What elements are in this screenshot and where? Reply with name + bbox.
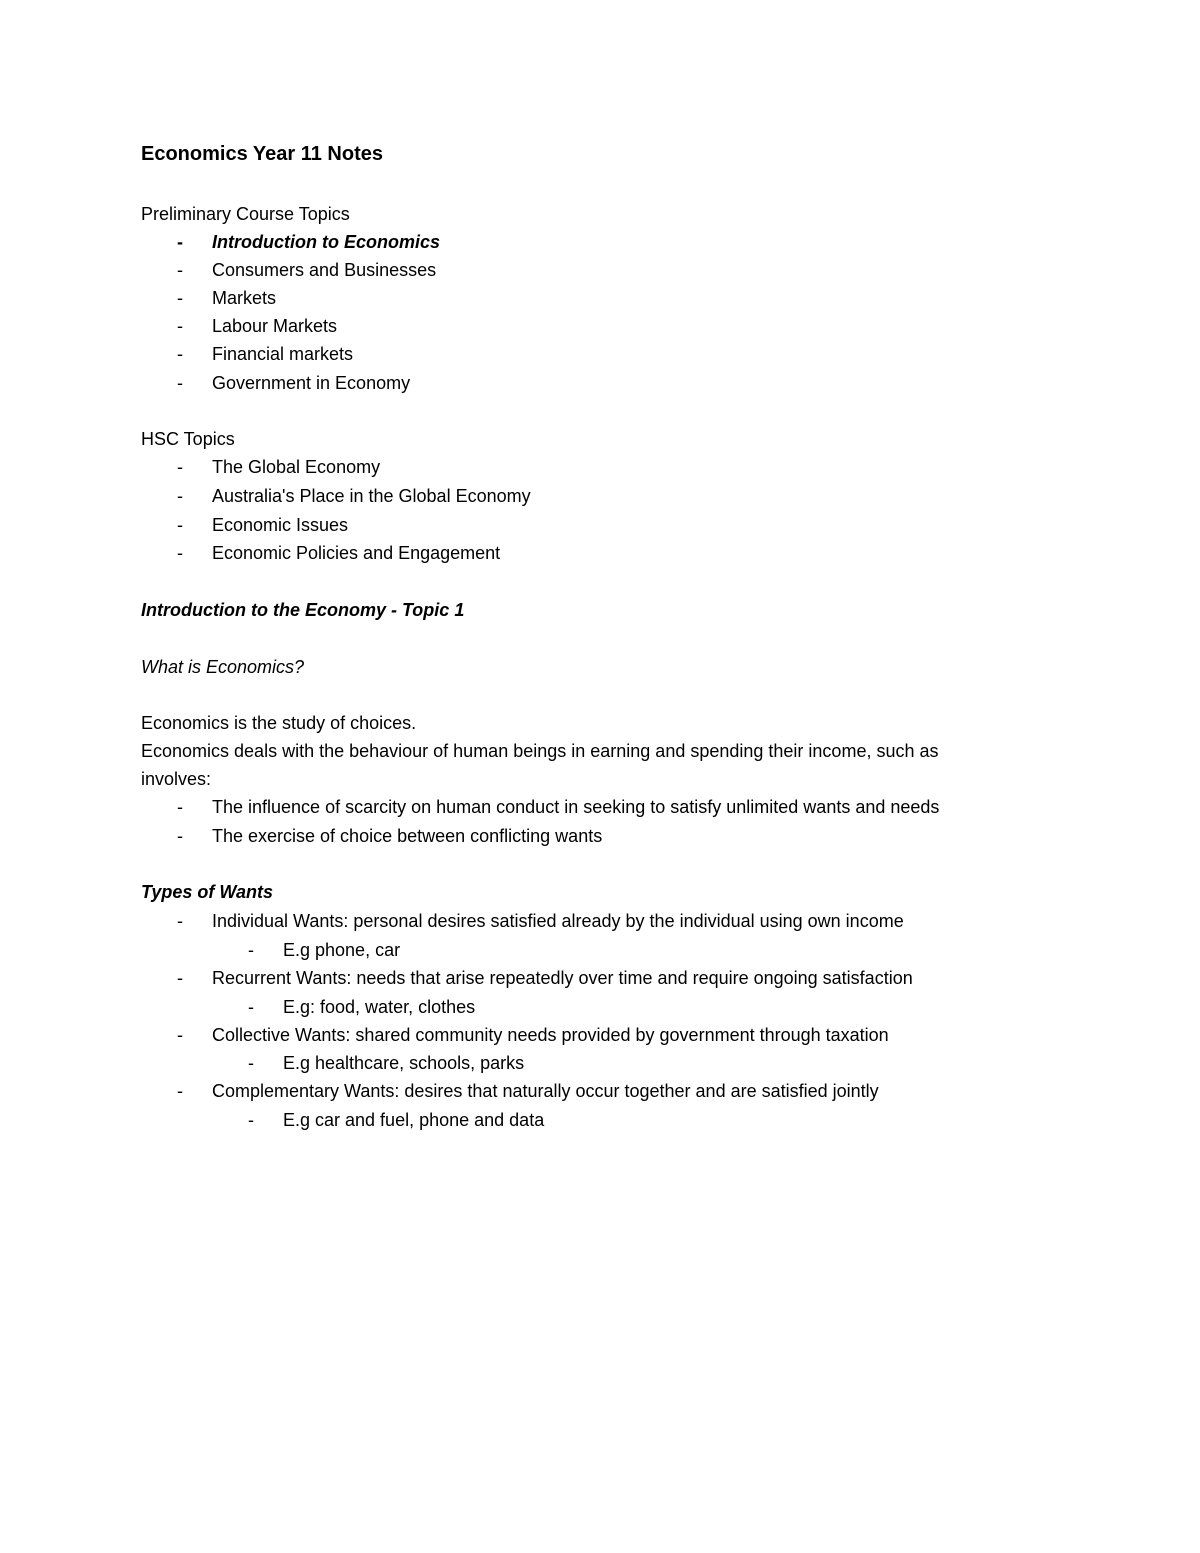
preliminary-item: Government in Economy: [212, 373, 411, 393]
preliminary-item: Introduction to Economics: [212, 232, 440, 252]
wants-heading: Types of Wants: [141, 882, 274, 902]
wants-example: E.g: food, water, clothes: [283, 997, 476, 1017]
bullet-dash: -: [177, 911, 183, 931]
bullet-dash: -: [177, 486, 183, 506]
bullet-dash: -: [177, 1025, 183, 1045]
bullet-dash: -: [177, 232, 183, 252]
document-title: Economics Year 11 Notes: [141, 143, 383, 165]
bullet-dash: -: [177, 968, 183, 988]
bullet-dash: -: [177, 316, 183, 336]
wants-item: Individual Wants: personal desires satisfied already by the individual using own income: [212, 911, 904, 931]
hsc-heading: HSC Topics: [141, 429, 235, 449]
bullet-dash: -: [177, 344, 183, 364]
wants-example: E.g car and fuel, phone and data: [283, 1110, 545, 1130]
topic1-paragraph: Economics is the study of choices.: [141, 713, 417, 733]
bullet-dash: -: [177, 515, 183, 535]
wants-item: Recurrent Wants: needs that arise repeatedly over time and require ongoing satisfaction: [212, 968, 913, 988]
sub-bullet-dash: -: [248, 940, 254, 960]
wants-example: E.g healthcare, schools, parks: [283, 1053, 525, 1073]
topic1-item: The exercise of choice between conflicting wants: [212, 826, 603, 846]
bullet-dash: -: [177, 457, 183, 477]
preliminary-item: Labour Markets: [212, 316, 338, 336]
sub-bullet-dash: -: [248, 1053, 254, 1073]
preliminary-item: Markets: [212, 288, 277, 308]
bullet-dash: -: [177, 260, 183, 280]
hsc-item: Economic Issues: [212, 515, 349, 535]
sub-bullet-dash: -: [248, 997, 254, 1017]
bullet-dash: -: [177, 797, 183, 817]
hsc-item: The Global Economy: [212, 457, 381, 477]
hsc-item: Australia's Place in the Global Economy: [212, 486, 531, 506]
topic1-paragraph: Economics deals with the behaviour of human beings in earning and spending their income, such as: [141, 741, 939, 761]
topic1-paragraph: involves:: [141, 769, 212, 789]
bullet-dash: -: [177, 1081, 183, 1101]
preliminary-item: Consumers and Businesses: [212, 260, 437, 280]
sub-bullet-dash: -: [248, 1110, 254, 1130]
topic1-subheading: What is Economics?: [141, 657, 305, 677]
preliminary-item: Financial markets: [212, 344, 354, 364]
preliminary-heading: Preliminary Course Topics: [141, 204, 350, 224]
wants-item: Collective Wants: shared community needs provided by government through taxation: [212, 1025, 889, 1045]
bullet-dash: -: [177, 826, 183, 846]
hsc-item: Economic Policies and Engagement: [212, 543, 501, 563]
bullet-dash: -: [177, 288, 183, 308]
bullet-dash: -: [177, 373, 183, 393]
topic1-heading: Introduction to the Economy - Topic 1: [141, 600, 465, 620]
topic1-item: The influence of scarcity on human conduct in seeking to satisfy unlimited wants and needs: [212, 797, 940, 817]
wants-example: E.g phone, car: [283, 940, 401, 960]
wants-item: Complementary Wants: desires that naturally occur together and are satisfied jointly: [212, 1081, 879, 1101]
bullet-dash: -: [177, 543, 183, 563]
